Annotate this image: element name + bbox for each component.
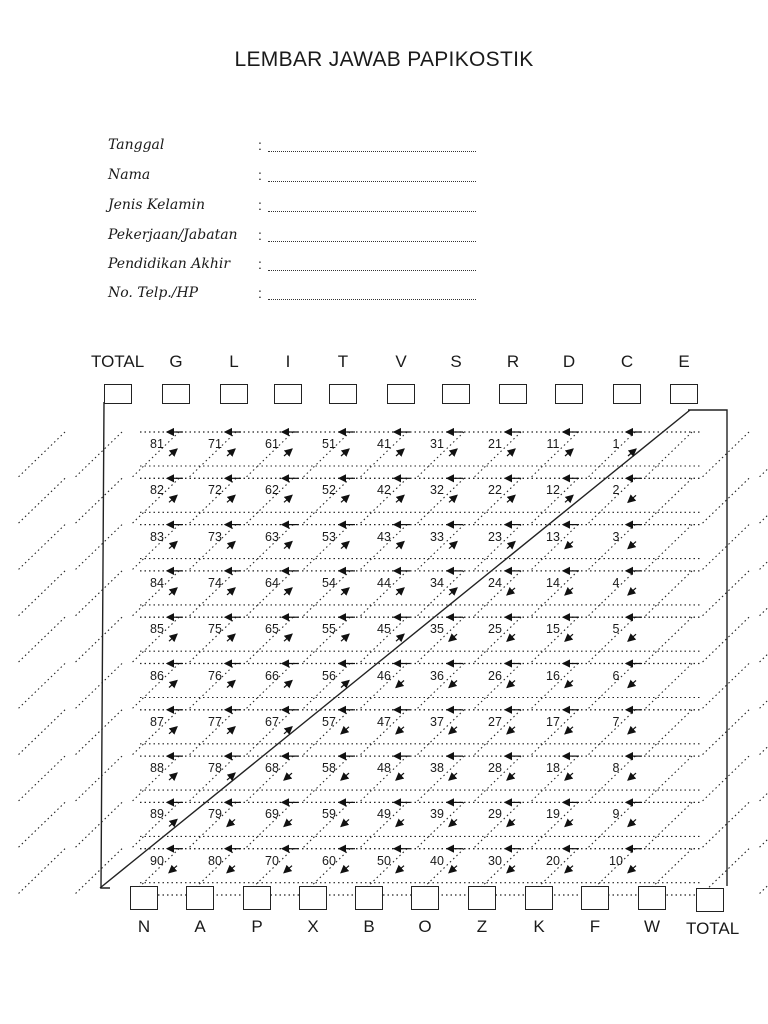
- dotted-diagonal: [17, 710, 65, 756]
- item-number: 12: [546, 483, 560, 498]
- top-column-label: D: [562, 352, 576, 371]
- arrow-diag: [227, 542, 235, 549]
- dotted-diagonal: [17, 664, 65, 710]
- item-number: 38: [430, 761, 444, 776]
- arrow-diag: [284, 542, 292, 549]
- arrow-diag: [169, 727, 177, 734]
- item-number: 73: [208, 529, 222, 544]
- item-number: 52: [322, 483, 336, 498]
- item-number: 47: [377, 714, 391, 729]
- top-column-label: L: [229, 352, 239, 371]
- dotted-diagonal: [74, 849, 122, 895]
- bottom-column-label: Z: [476, 917, 488, 936]
- item-number: 11: [546, 437, 560, 451]
- item-number: 8: [612, 761, 620, 776]
- item-number: 61: [265, 437, 279, 451]
- item-number: 71: [208, 437, 222, 451]
- dotted-diagonal: [74, 802, 122, 848]
- arrow-diag: [565, 634, 573, 641]
- bottom-score-box[interactable]: [355, 886, 383, 910]
- top-total-label: TOTAL: [91, 352, 145, 371]
- bottom-score-box[interactable]: [581, 886, 609, 910]
- arrow-diag: [565, 727, 573, 734]
- item-number: 29: [488, 807, 502, 822]
- arrow-diag: [169, 449, 177, 456]
- arrow-diag: [449, 634, 457, 641]
- arrow-diag: [396, 588, 404, 595]
- item-number: 10: [609, 853, 623, 868]
- bottom-column-label: P: [251, 917, 263, 936]
- arrow-diag: [227, 588, 235, 595]
- arrow-diag: [396, 819, 404, 826]
- arrow-diag: [396, 681, 404, 688]
- bottom-column-label: W: [643, 917, 661, 936]
- item-number: 81: [150, 437, 164, 451]
- arrow-diag: [449, 819, 457, 826]
- arrow-diag: [507, 819, 515, 826]
- item-number: 2: [612, 483, 620, 498]
- item-number: 86: [150, 668, 164, 683]
- bottom-column-label: A: [194, 917, 206, 936]
- arrow-diag: [628, 819, 636, 826]
- item-number: 32: [430, 483, 444, 498]
- item-number: 28: [488, 761, 502, 776]
- item-number: 21: [488, 437, 502, 451]
- arrow-diag: [227, 866, 235, 873]
- arrow-diag: [284, 681, 292, 688]
- arrow-diag: [628, 681, 636, 688]
- top-score-box[interactable]: [613, 384, 641, 404]
- top-score-box[interactable]: [162, 384, 190, 404]
- arrow-diag: [507, 588, 515, 595]
- arrow-diag: [396, 495, 404, 502]
- arrow-diag: [565, 542, 573, 549]
- item-number: 68: [265, 761, 279, 776]
- item-number: 56: [322, 668, 336, 683]
- item-number: 67: [265, 714, 279, 729]
- arrow-diag: [169, 588, 177, 595]
- dotted-diagonal: [17, 756, 65, 802]
- item-number: 6: [612, 668, 620, 683]
- arrow-diag: [449, 542, 457, 549]
- item-number: 54: [322, 575, 336, 590]
- field-label: Pendidikan Akhir: [108, 256, 231, 272]
- dotted-diagonal: [758, 802, 768, 848]
- top-score-box[interactable]: [499, 384, 527, 404]
- dotted-diagonal: [17, 432, 65, 478]
- arrow-diag: [628, 495, 636, 502]
- arrow-diag: [341, 773, 349, 780]
- field-label: Jenis Kelamin: [108, 197, 205, 213]
- top-column-label: E: [678, 352, 690, 371]
- item-number: 5: [612, 622, 620, 637]
- item-number: 36: [430, 668, 444, 683]
- arrow-diag: [227, 634, 235, 641]
- item-number: 82: [150, 483, 164, 498]
- arrow-diag: [565, 773, 573, 780]
- dotted-diagonal: [74, 756, 122, 802]
- arrow-diag: [227, 681, 235, 688]
- item-number: 13: [546, 529, 560, 544]
- dotted-diagonal: [758, 756, 768, 802]
- item-number: 50: [377, 853, 391, 868]
- arrow-diag: [507, 681, 515, 688]
- bottom-score-box[interactable]: [411, 886, 439, 910]
- arrow-diag: [449, 773, 457, 780]
- item-number: 65: [265, 622, 279, 637]
- arrow-diag: [169, 495, 177, 502]
- item-number: 7: [612, 714, 620, 729]
- top-score-box[interactable]: [387, 384, 415, 404]
- dotted-diagonal: [701, 756, 749, 802]
- arrow-diag: [449, 681, 457, 688]
- dotted-diagonal: [758, 432, 768, 478]
- arrow-diag: [565, 588, 573, 595]
- arrow-diag: [227, 495, 235, 502]
- dotted-diagonal: [17, 802, 65, 848]
- item-number: 49: [377, 807, 391, 822]
- arrow-diag: [396, 773, 404, 780]
- arrow-diag: [628, 588, 636, 595]
- item-number: 31: [430, 437, 444, 451]
- item-number: 37: [430, 714, 444, 729]
- dotted-diagonal: [701, 478, 749, 524]
- item-number: 57: [322, 714, 336, 729]
- item-number: 40: [430, 853, 444, 868]
- field-colon: :: [258, 285, 262, 301]
- item-number: 55: [322, 622, 336, 637]
- item-number: 23: [488, 529, 502, 544]
- top-column-label: T: [337, 352, 349, 371]
- field-colon: :: [258, 167, 262, 183]
- top-score-box[interactable]: [274, 384, 302, 404]
- arrow-diag: [169, 819, 177, 826]
- item-number: 16: [546, 668, 560, 683]
- arrow-diag: [396, 542, 404, 549]
- dotted-diagonal: [758, 710, 768, 756]
- dotted-diagonal: [701, 525, 749, 571]
- dotted-diagonal: [644, 802, 692, 848]
- bottom-total-label: TOTAL: [686, 919, 740, 938]
- arrow-diag: [449, 449, 457, 456]
- arrow-diag: [284, 819, 292, 826]
- item-number: 51: [322, 437, 336, 451]
- dotted-diagonal: [74, 617, 122, 663]
- arrow-diag: [341, 588, 349, 595]
- item-number: 22: [488, 483, 502, 498]
- arrow-diag: [169, 773, 177, 780]
- item-number: 46: [377, 668, 391, 683]
- dotted-diagonal: [758, 478, 768, 524]
- item-number: 69: [265, 807, 279, 822]
- dotted-diagonal: [644, 617, 692, 663]
- field-label: Nama: [108, 167, 151, 183]
- dotted-diagonal: [74, 571, 122, 617]
- item-number: 27: [488, 714, 502, 729]
- item-number: 4: [612, 575, 620, 590]
- top-score-box[interactable]: [329, 384, 357, 404]
- item-number: 87: [150, 714, 164, 729]
- top-score-box[interactable]: [670, 384, 698, 404]
- bottom-column-label: O: [418, 917, 432, 936]
- dotted-diagonal: [644, 756, 692, 802]
- item-number: 17: [546, 714, 560, 729]
- arrow-diag: [169, 634, 177, 641]
- bottom-score-box[interactable]: [130, 886, 158, 910]
- bottom-total-box[interactable]: [696, 888, 724, 912]
- field-label: Tanggal: [108, 137, 165, 153]
- arrow-diag: [565, 681, 573, 688]
- item-number: 14: [546, 575, 560, 590]
- arrow-diag: [284, 495, 292, 502]
- dotted-diagonal: [17, 617, 65, 663]
- arrow-diag: [396, 634, 404, 641]
- page-title: LEMBAR JAWAB PAPIKOSTIK: [234, 48, 534, 71]
- right-bracket: [688, 410, 727, 886]
- dotted-diagonal: [701, 617, 749, 663]
- bottom-score-box[interactable]: [525, 886, 553, 910]
- item-number: 77: [208, 714, 222, 729]
- arrow-diag: [507, 727, 515, 734]
- dotted-diagonal: [17, 571, 65, 617]
- arrow-diag: [396, 866, 404, 873]
- item-number: 48: [377, 761, 391, 776]
- item-number: 41: [377, 437, 391, 451]
- item-number: 74: [208, 575, 222, 590]
- item-number: 78: [208, 761, 222, 776]
- item-number: 63: [265, 529, 279, 544]
- top-column-label: C: [620, 352, 634, 371]
- item-number: 60: [322, 853, 336, 868]
- arrow-diag: [227, 449, 235, 456]
- dotted-diagonal: [17, 478, 65, 524]
- item-number: 58: [322, 761, 336, 776]
- item-number: 24: [488, 575, 502, 590]
- arrow-diag: [507, 495, 515, 502]
- item-number: 26: [488, 668, 502, 683]
- arrow-diag: [628, 727, 636, 734]
- item-number: 33: [430, 529, 444, 544]
- arrow-diag: [227, 727, 235, 734]
- item-number: 79: [208, 807, 222, 822]
- arrow-diag: [565, 449, 573, 456]
- arrow-diag: [565, 819, 573, 826]
- dotted-diagonal: [74, 710, 122, 756]
- item-number: 66: [265, 668, 279, 683]
- arrow-diag: [396, 727, 404, 734]
- top-column-label: V: [395, 352, 407, 371]
- item-number: 3: [612, 529, 620, 544]
- dotted-diagonal: [701, 664, 749, 710]
- dotted-diagonal: [74, 664, 122, 710]
- item-number: 43: [377, 529, 391, 544]
- item-number: 88: [150, 761, 164, 776]
- arrow-diag: [565, 866, 573, 873]
- dotted-diagonal: [758, 617, 768, 663]
- arrow-diag: [341, 495, 349, 502]
- arrow-diag: [284, 449, 292, 456]
- dotted-diagonal: [644, 571, 692, 617]
- arrow-diag: [507, 449, 515, 456]
- arrow-diag: [449, 727, 457, 734]
- item-number: 20: [546, 853, 560, 868]
- item-number: 85: [150, 622, 164, 637]
- item-number: 15: [546, 622, 560, 637]
- bottom-score-box[interactable]: [638, 886, 666, 910]
- item-number: 35: [430, 622, 444, 637]
- top-score-box[interactable]: [442, 384, 470, 404]
- item-number: 39: [430, 807, 444, 822]
- dotted-diagonal: [701, 710, 749, 756]
- arrow-diag: [169, 681, 177, 688]
- arrow-diag: [449, 495, 457, 502]
- arrow-diag: [284, 588, 292, 595]
- dotted-diagonal: [644, 710, 692, 756]
- arrow-diag: [341, 634, 349, 641]
- bottom-score-box[interactable]: [243, 886, 271, 910]
- arrow-diag: [284, 866, 292, 873]
- dotted-diagonal: [758, 525, 768, 571]
- item-number: 18: [546, 761, 560, 776]
- item-number: 89: [150, 807, 164, 822]
- item-number: 34: [430, 575, 444, 590]
- dotted-diagonal: [644, 432, 692, 478]
- item-number: 44: [377, 575, 391, 590]
- bottom-column-label: N: [137, 917, 151, 936]
- item-number: 83: [150, 529, 164, 544]
- field-colon: :: [258, 197, 262, 213]
- item-number: 72: [208, 483, 222, 498]
- dotted-diagonal: [701, 571, 749, 617]
- arrow-diag: [565, 495, 573, 502]
- dotted-diagonal: [758, 571, 768, 617]
- bottom-score-box[interactable]: [186, 886, 214, 910]
- field-colon: :: [258, 256, 262, 272]
- arrow-diag: [341, 866, 349, 873]
- bottom-column-label: B: [363, 917, 375, 936]
- arrow-diag: [628, 773, 636, 780]
- arrow-diag: [628, 634, 636, 641]
- item-number: 1: [612, 437, 620, 451]
- arrow-diag: [628, 542, 636, 549]
- dotted-diagonal: [701, 802, 749, 848]
- item-number: 70: [265, 853, 279, 868]
- item-number: 75: [208, 622, 222, 637]
- item-number: 64: [265, 575, 279, 590]
- arrow-diag: [507, 634, 515, 641]
- arrow-diag: [507, 773, 515, 780]
- arrow-diag: [507, 542, 515, 549]
- arrow-diag: [284, 634, 292, 641]
- dotted-diagonal: [701, 432, 749, 478]
- item-number: 53: [322, 529, 336, 544]
- dotted-diagonal: [17, 849, 65, 895]
- bottom-score-box[interactable]: [299, 886, 327, 910]
- item-number: 90: [150, 853, 164, 868]
- top-score-box[interactable]: [220, 384, 248, 404]
- dotted-diagonal: [74, 525, 122, 571]
- dotted-diagonal: [17, 525, 65, 571]
- field-colon: :: [258, 227, 262, 243]
- arrow-diag: [449, 866, 457, 873]
- item-number: 9: [612, 807, 620, 822]
- bottom-score-box[interactable]: [468, 886, 496, 910]
- dotted-diagonal: [644, 478, 692, 524]
- item-number: 45: [377, 622, 391, 637]
- dotted-diagonal: [644, 664, 692, 710]
- arrow-diag: [628, 866, 636, 873]
- item-number: 80: [208, 853, 222, 868]
- dotted-diagonal: [758, 664, 768, 710]
- arrow-diag: [341, 727, 349, 734]
- bottom-column-label: F: [589, 917, 601, 936]
- dotted-diagonal: [758, 849, 768, 895]
- item-number: 59: [322, 807, 336, 822]
- arrow-diag: [449, 588, 457, 595]
- arrow-diag: [341, 819, 349, 826]
- item-number: 30: [488, 853, 502, 868]
- dotted-diagonal: [74, 432, 122, 478]
- item-number: 25: [488, 622, 502, 637]
- field-label: No. Telp./HP: [108, 285, 199, 301]
- arrow-diag: [507, 866, 515, 873]
- item-number: 76: [208, 668, 222, 683]
- top-total-box[interactable]: [104, 384, 132, 404]
- top-column-label: I: [285, 352, 291, 371]
- arrow-diag: [227, 819, 235, 826]
- arrow-diag: [169, 542, 177, 549]
- field-colon: :: [258, 137, 262, 153]
- top-column-label: R: [506, 352, 520, 371]
- arrow-diag: [341, 542, 349, 549]
- arrow-diag: [169, 866, 177, 873]
- item-number: 84: [150, 575, 164, 590]
- bottom-column-label: K: [533, 917, 545, 936]
- top-score-box[interactable]: [555, 384, 583, 404]
- dotted-diagonal: [74, 478, 122, 524]
- arrow-diag: [396, 449, 404, 456]
- arrow-diag: [341, 449, 349, 456]
- field-label: Pekerjaan/Jabatan: [108, 227, 238, 243]
- item-number: 62: [265, 483, 279, 498]
- dotted-diagonal: [644, 525, 692, 571]
- item-number: 42: [377, 483, 391, 498]
- top-column-label: G: [169, 352, 183, 371]
- top-column-label: S: [450, 352, 462, 371]
- item-number: 19: [546, 807, 560, 822]
- bottom-column-label: X: [307, 917, 319, 936]
- arrow-diag: [284, 773, 292, 780]
